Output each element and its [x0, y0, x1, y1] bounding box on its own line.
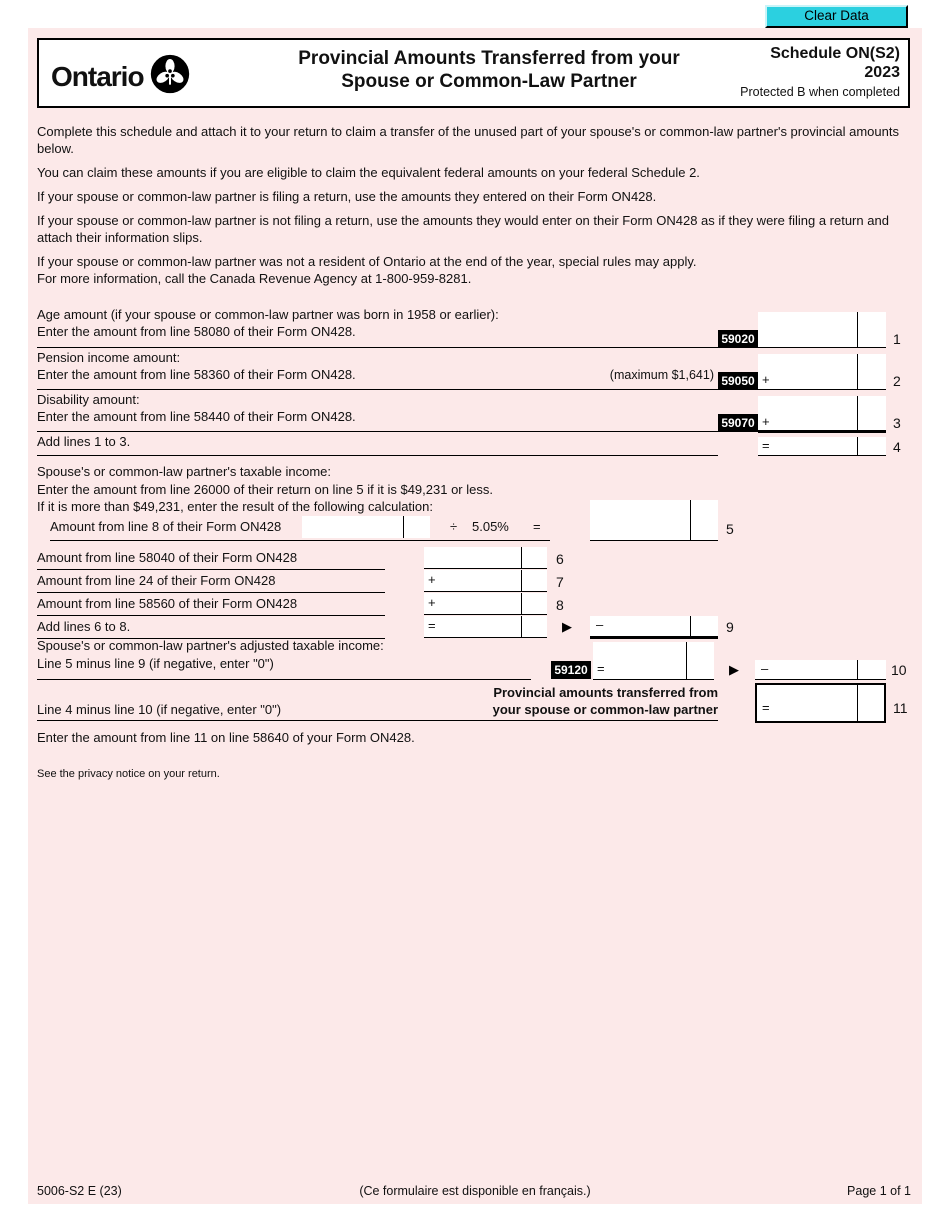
section2-line3: If it is more than $49,231, enter the result of the following calculation: — [37, 499, 434, 514]
line8-rule — [37, 615, 385, 616]
line3-operator: + — [762, 414, 770, 429]
line1-cents-divider — [857, 312, 858, 347]
line4-number: 4 — [893, 439, 901, 455]
clear-data-button[interactable]: Clear Data — [765, 5, 908, 28]
intro-paragraph-4: If your spouse or common-law partner is not filing a return, use the amounts they would enter on their Form ON428 as if they were filing a return and attach their information slips. — [37, 213, 889, 245]
form-header — [37, 38, 910, 108]
line3-rule — [37, 431, 718, 432]
line10-transfer-field[interactable] — [755, 660, 886, 680]
line6-number: 6 — [556, 551, 564, 567]
line10-operator: = — [597, 661, 605, 676]
line6-amount-field[interactable] — [424, 547, 547, 569]
line1-sublabel: Enter the amount from line 58080 of their Form ON428. — [37, 324, 356, 339]
line3-label: Disability amount: — [37, 392, 140, 407]
line10-arrow-icon: ▶ — [729, 662, 739, 677]
line6-label: Amount from line 58040 of their Form ON428 — [37, 550, 298, 565]
line2-code-box: 59050 — [718, 372, 758, 390]
line8-number: 8 — [556, 597, 564, 613]
line1-rule — [37, 347, 718, 348]
line9-arrow-icon: ▶ — [562, 619, 572, 634]
line5-amount-field[interactable] — [590, 500, 718, 541]
line2-label: Pension income amount: — [37, 350, 181, 365]
line7-rule — [37, 592, 385, 593]
line3-sublabel: Enter the amount from line 58440 of their Form ON428. — [37, 409, 356, 424]
line5-cents-divider — [690, 500, 691, 540]
line5-calc-rule — [50, 540, 550, 541]
line9-operator: = — [428, 618, 436, 633]
intro-paragraph-2: You can claim these amounts if you are eligible to claim the equivalent federal amounts on your federal Schedule 2. — [37, 165, 700, 180]
line5-calc-field[interactable] — [302, 516, 430, 538]
line9-transfer-cents-divider — [690, 616, 691, 636]
line1-number: 1 — [893, 331, 901, 347]
line10-transfer-cents-divider — [857, 660, 858, 679]
line2-number: 2 — [893, 373, 901, 389]
line6-rule — [37, 569, 385, 570]
line2-maximum-note: (maximum $1,641) — [609, 368, 714, 382]
line5-calc-label: Amount from line 8 of their Form ON428 — [50, 519, 282, 534]
line11-result-label — [430, 684, 718, 718]
line4-label: Add lines 1 to 3. — [37, 434, 131, 449]
section2-line2: Enter the amount from line 26000 of their return on line 5 if it is $49,231 or less. — [37, 482, 493, 497]
line3-number: 3 — [893, 415, 901, 431]
privacy-note: See the privacy notice on your return. — [37, 768, 220, 780]
line9-minus-sign: – — [596, 617, 604, 632]
line4-cents-divider — [857, 437, 858, 455]
line10-minus-sign: – — [761, 661, 769, 676]
line4-amount-field[interactable] — [758, 437, 886, 456]
line6-cents-divider — [521, 547, 522, 568]
footer-page-number: Page 1 of 1 — [847, 1184, 911, 1198]
line10-label: Spouse's or common-law partner's adjusted taxable income: — [37, 638, 384, 653]
protected-b-label: Protected B when completed — [740, 85, 900, 99]
line9-number: 9 — [726, 619, 734, 635]
line11-operator: = — [762, 700, 770, 715]
line5-divide-sign: ÷ — [450, 519, 458, 534]
footer-form-number: 5006-S2 E (23) — [37, 1184, 122, 1198]
line4-rule — [37, 455, 718, 456]
section2-heading: Spouse's or common-law partner's taxable income: — [37, 464, 331, 479]
line10-rule — [37, 679, 531, 680]
form-title-line1: Provincial Amounts Transferred from your — [298, 48, 680, 69]
line2-cents-divider — [857, 354, 858, 389]
line11-rule — [37, 720, 718, 721]
line8-operator: + — [428, 595, 436, 610]
line10-code-box: 59120 — [551, 661, 591, 679]
line1-label: Age amount (if your spouse or common-law partner was born in 1958 or earlier): — [37, 307, 499, 322]
line11-result-label-line1: Provincial amounts transferred from — [493, 685, 718, 700]
line8-cents-divider — [521, 593, 522, 614]
footer-french-note: (Ce formulaire est disponible en français.) — [359, 1184, 591, 1198]
line11-result-label-line2: your spouse or common-law partner — [492, 702, 718, 717]
line11-amount-field[interactable] — [755, 683, 886, 723]
line5-equals-sign: = — [533, 519, 541, 534]
intro-paragraph-1: Complete this schedule and attach it to your return to claim a transfer of the unused part of your spouse's or common-law partner's provincial amounts below. — [37, 124, 899, 156]
line8-label: Amount from line 58560 of their Form ON428 — [37, 596, 298, 611]
line11-number: 11 — [893, 700, 908, 716]
ontario-logo-text: Ontario — [51, 60, 144, 92]
line11-label: Line 4 minus line 10 (if negative, enter "0") — [37, 702, 282, 717]
line11-cents-divider — [857, 685, 858, 721]
line5-calc-cents-divider — [403, 516, 404, 538]
line7-cents-divider — [521, 570, 522, 591]
line10-cents-divider — [686, 642, 687, 679]
line2-rule — [37, 389, 718, 390]
line9-amount-field[interactable] — [424, 616, 547, 638]
line1-code-box: 59020 — [718, 330, 758, 348]
line9-transfer-field[interactable] — [590, 616, 718, 639]
line7-amount-field[interactable] — [424, 570, 547, 592]
closing-note: Enter the amount from line 11 on line 58640 of your Form ON428. — [37, 730, 415, 745]
trillium-icon — [150, 54, 190, 99]
schedule-number: Schedule ON(S2) — [770, 45, 900, 62]
intro-paragraph-5-line1: If your spouse or common-law partner was not a resident of Ontario at the end of the year, special rules may apply. — [37, 254, 697, 269]
line10-amount-field[interactable] — [593, 642, 714, 680]
line2-amount-field[interactable] — [758, 354, 886, 390]
line3-cents-divider — [857, 396, 858, 430]
line3-amount-field[interactable] — [758, 396, 886, 433]
line7-number: 7 — [556, 574, 564, 590]
line3-code-box: 59070 — [718, 414, 758, 432]
line5-number: 5 — [726, 521, 734, 537]
line5-rate: 5.05% — [472, 519, 509, 534]
line9-cents-divider — [521, 616, 522, 637]
line2-sublabel: Enter the amount from line 58360 of their Form ON428. — [37, 367, 356, 382]
line10-sublabel: Line 5 minus line 9 (if negative, enter "0") — [37, 656, 274, 671]
line1-amount-field[interactable] — [758, 312, 886, 348]
tax-year: 2023 — [864, 64, 900, 81]
line4-operator: = — [762, 438, 770, 453]
line7-operator: + — [428, 572, 436, 587]
line2-operator: + — [762, 372, 770, 387]
line7-label: Amount from line 24 of their Form ON428 — [37, 573, 276, 588]
intro-paragraph-5 — [37, 253, 915, 287]
form-title-line2: Spouse or Common-Law Partner — [341, 71, 637, 92]
line10-number: 10 — [891, 662, 907, 678]
line9-label: Add lines 6 to 8. — [37, 619, 131, 634]
line8-amount-field[interactable] — [424, 593, 547, 615]
intro-paragraph-5-line2: For more information, call the Canada Revenue Agency at 1-800-959-8281. — [37, 271, 472, 286]
ontario-logo — [51, 54, 190, 99]
intro-paragraph-3: If your spouse or common-law partner is filing a return, use the amounts they entered on their Form ON428. — [37, 189, 657, 204]
form-title — [219, 47, 759, 93]
